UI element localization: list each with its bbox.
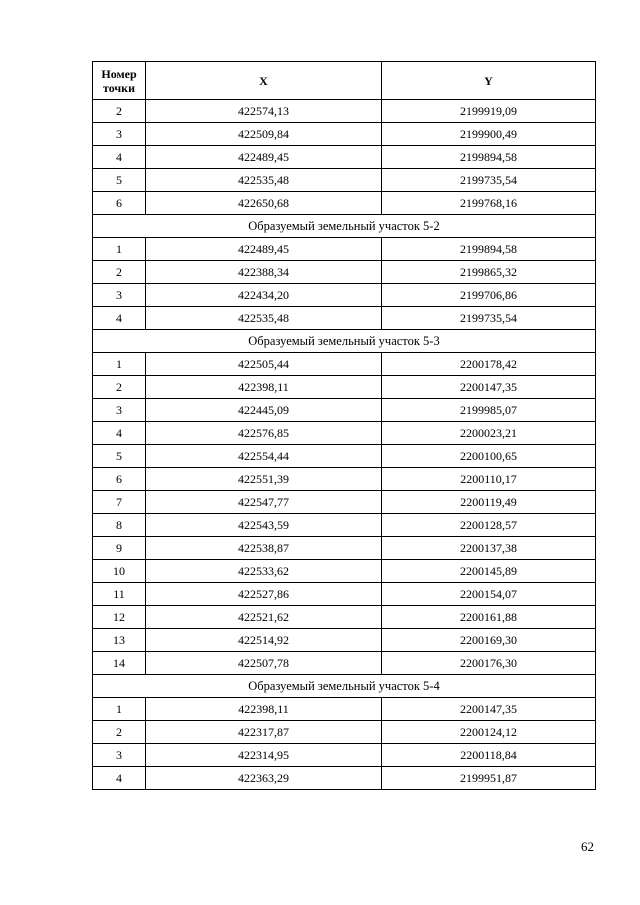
page-number: 62 [581, 839, 594, 854]
header-y: Y [382, 62, 596, 100]
y-coordinate-cell: 2200176,30 [382, 652, 596, 675]
section-row [93, 215, 596, 238]
y-coordinate-cell: 2200137,38 [382, 537, 596, 560]
point-number-cell: 5 [93, 445, 146, 468]
table-row [93, 583, 596, 606]
point-number-cell: 13 [93, 629, 146, 652]
x-coordinate-cell: 422551,39 [146, 468, 382, 491]
point-number-cell: 2 [93, 100, 146, 123]
y-coordinate-cell: 2200154,07 [382, 583, 596, 606]
table-header [93, 62, 596, 100]
x-coordinate-cell: 422489,45 [146, 238, 382, 261]
x-coordinate-cell: 422533,62 [146, 560, 382, 583]
x-coordinate-cell: 422505,44 [146, 353, 382, 376]
y-coordinate-cell: 2200169,30 [382, 629, 596, 652]
x-coordinate-cell: 422388,34 [146, 261, 382, 284]
point-number-cell: 4 [93, 422, 146, 445]
x-coordinate-cell: 422398,11 [146, 698, 382, 721]
y-coordinate-cell: 2199894,58 [382, 146, 596, 169]
point-number-cell: 10 [93, 560, 146, 583]
x-coordinate-cell: 422576,85 [146, 422, 382, 445]
point-number-cell: 14 [93, 652, 146, 675]
table-row [93, 123, 596, 146]
table-row [93, 399, 596, 422]
y-coordinate-cell: 2200147,35 [382, 698, 596, 721]
y-coordinate-cell: 2200110,17 [382, 468, 596, 491]
y-coordinate-cell: 2199951,87 [382, 767, 596, 790]
x-coordinate-cell: 422527,86 [146, 583, 382, 606]
point-number-cell: 8 [93, 514, 146, 537]
table-row [93, 698, 596, 721]
table-row [93, 261, 596, 284]
y-coordinate-cell: 2200178,42 [382, 353, 596, 376]
x-coordinate-cell: 422547,77 [146, 491, 382, 514]
coordinates-table [92, 61, 596, 790]
point-number-cell: 3 [93, 399, 146, 422]
point-number-cell: 9 [93, 537, 146, 560]
table-row [93, 238, 596, 261]
table-row [93, 100, 596, 123]
table-row [93, 445, 596, 468]
x-coordinate-cell: 422507,78 [146, 652, 382, 675]
header-point-number: Номер точки [93, 62, 146, 100]
y-coordinate-cell: 2199900,49 [382, 123, 596, 146]
table-row [93, 514, 596, 537]
y-coordinate-cell: 2199768,16 [382, 192, 596, 215]
y-coordinate-cell: 2200100,65 [382, 445, 596, 468]
table-row [93, 192, 596, 215]
y-coordinate-cell: 2200118,84 [382, 744, 596, 767]
point-number-cell: 6 [93, 192, 146, 215]
section-title: Образуемый земельный участок 5-2 [93, 215, 596, 238]
y-coordinate-cell: 2199919,09 [382, 100, 596, 123]
section-row [93, 675, 596, 698]
point-number-cell: 2 [93, 261, 146, 284]
x-coordinate-cell: 422543,59 [146, 514, 382, 537]
table-row [93, 721, 596, 744]
y-coordinate-cell: 2199865,32 [382, 261, 596, 284]
header-row [93, 62, 596, 100]
x-coordinate-cell: 422538,87 [146, 537, 382, 560]
point-number-cell: 1 [93, 698, 146, 721]
point-number-cell: 3 [93, 123, 146, 146]
x-coordinate-cell: 422521,62 [146, 606, 382, 629]
table-row [93, 767, 596, 790]
x-coordinate-cell: 422317,87 [146, 721, 382, 744]
x-coordinate-cell: 422314,95 [146, 744, 382, 767]
x-coordinate-cell: 422535,48 [146, 169, 382, 192]
point-number-cell: 7 [93, 491, 146, 514]
table-row [93, 146, 596, 169]
table-row [93, 744, 596, 767]
point-number-cell: 4 [93, 767, 146, 790]
table-row [93, 560, 596, 583]
section-title: Образуемый земельный участок 5-3 [93, 330, 596, 353]
x-coordinate-cell: 422489,45 [146, 146, 382, 169]
y-coordinate-cell: 2200023,21 [382, 422, 596, 445]
x-coordinate-cell: 422509,84 [146, 123, 382, 146]
x-coordinate-cell: 422445,09 [146, 399, 382, 422]
x-coordinate-cell: 422650,68 [146, 192, 382, 215]
point-number-cell: 3 [93, 744, 146, 767]
point-number-cell: 6 [93, 468, 146, 491]
section-title: Образуемый земельный участок 5-4 [93, 675, 596, 698]
table-row [93, 422, 596, 445]
table-row [93, 353, 596, 376]
y-coordinate-cell: 2199985,07 [382, 399, 596, 422]
table-row [93, 284, 596, 307]
point-number-cell: 4 [93, 146, 146, 169]
y-coordinate-cell: 2200119,49 [382, 491, 596, 514]
y-coordinate-cell: 2199735,54 [382, 169, 596, 192]
x-coordinate-cell: 422514,92 [146, 629, 382, 652]
section-row [93, 330, 596, 353]
point-number-cell: 1 [93, 238, 146, 261]
y-coordinate-cell: 2199735,54 [382, 307, 596, 330]
x-coordinate-cell: 422363,29 [146, 767, 382, 790]
y-coordinate-cell: 2200145,89 [382, 560, 596, 583]
table-row [93, 169, 596, 192]
table-row [93, 652, 596, 675]
point-number-cell: 11 [93, 583, 146, 606]
y-coordinate-cell: 2200124,12 [382, 721, 596, 744]
table-row [93, 629, 596, 652]
point-number-cell: 5 [93, 169, 146, 192]
x-coordinate-cell: 422535,48 [146, 307, 382, 330]
table-row [93, 606, 596, 629]
y-coordinate-cell: 2200128,57 [382, 514, 596, 537]
x-coordinate-cell: 422554,44 [146, 445, 382, 468]
x-coordinate-cell: 422398,11 [146, 376, 382, 399]
x-coordinate-cell: 422434,20 [146, 284, 382, 307]
table-body [93, 100, 596, 790]
x-coordinate-cell: 422574,13 [146, 100, 382, 123]
point-number-cell: 2 [93, 721, 146, 744]
point-number-cell: 12 [93, 606, 146, 629]
header-x: X [146, 62, 382, 100]
table-row [93, 307, 596, 330]
y-coordinate-cell: 2199706,86 [382, 284, 596, 307]
point-number-cell: 4 [93, 307, 146, 330]
point-number-cell: 1 [93, 353, 146, 376]
point-number-cell: 2 [93, 376, 146, 399]
table-row [93, 376, 596, 399]
table-row [93, 537, 596, 560]
table-row [93, 468, 596, 491]
y-coordinate-cell: 2200147,35 [382, 376, 596, 399]
table-row [93, 491, 596, 514]
y-coordinate-cell: 2199894,58 [382, 238, 596, 261]
point-number-cell: 3 [93, 284, 146, 307]
y-coordinate-cell: 2200161,88 [382, 606, 596, 629]
